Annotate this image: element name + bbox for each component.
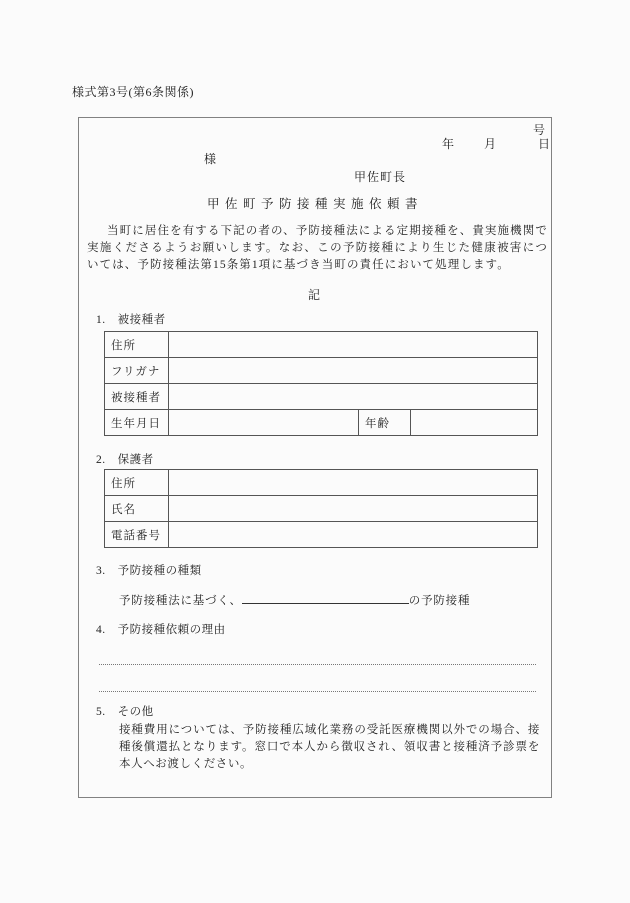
vaccine-type-suffix: の予防接種 — [408, 595, 471, 607]
section-1-heading: 1. 被接種者 — [96, 314, 166, 326]
vaccine-type-blank — [242, 591, 409, 604]
form-code-label: 様式第3号(第6条関係) — [72, 85, 194, 99]
addressee-suffix: 様 — [204, 152, 217, 166]
age-label: 年齢 — [359, 410, 411, 436]
guardian-table — [104, 469, 538, 548]
table-row — [105, 332, 538, 358]
table-row — [105, 410, 538, 436]
section-4-heading: 4. 予防接種依頼の理由 — [96, 624, 226, 636]
ki-label: 記 — [307, 288, 322, 302]
section-5-heading: 5. その他 — [96, 706, 154, 718]
table-row — [105, 358, 538, 384]
doc-number-suffix: 号 — [532, 123, 545, 137]
table-row — [105, 470, 538, 496]
sender-name: 甲佐町長 — [354, 170, 407, 184]
row-label: フリガナ — [105, 358, 169, 384]
table-row — [105, 496, 538, 522]
table-row — [105, 522, 538, 548]
date-day-label: 日 — [538, 137, 551, 151]
age-value-cell — [411, 410, 538, 436]
form-sheet — [78, 117, 552, 798]
date-month-label: 月 — [484, 137, 497, 151]
table-row — [105, 384, 538, 410]
row-label: 被接種者 — [105, 384, 169, 410]
intro-paragraph: 当町に居住を有する下記の者の、予防接種法による定期接種を、貴実施機関で実施くださるようお願いします。なお、この予防接種により生じた健康被害については、予防接種法第15条第1項に基づき当町の責任において処理します。 — [87, 225, 548, 271]
phone-value-cell — [169, 522, 538, 548]
row-label: 生年月日 — [105, 410, 169, 436]
recipient-table — [104, 331, 538, 436]
guardian-address-value-cell — [169, 470, 538, 496]
reason-writing-line-2 — [99, 691, 536, 692]
row-label: 住所 — [105, 470, 169, 496]
guardian-name-value-cell — [169, 496, 538, 522]
section-2-heading: 2. 保護者 — [96, 454, 154, 466]
row-label: 住所 — [105, 332, 169, 358]
section-5-body: 接種費用については、予防接種広域化業務の受託医療機関以外での場合、接種後償還払となります。窓口で本人から徴収され、領収書と接種済予診票を本人へお渡しください。 — [119, 724, 540, 770]
address-value-cell — [169, 332, 538, 358]
date-year-label: 年 — [442, 137, 455, 151]
furigana-value-cell — [169, 358, 538, 384]
recipient-name-value-cell — [169, 384, 538, 410]
birthdate-value-cell — [169, 410, 359, 436]
document-title: 甲佐町予防接種実施依頼書 — [206, 197, 423, 211]
row-label: 氏名 — [105, 496, 169, 522]
row-label: 電話番号 — [105, 522, 169, 548]
reason-writing-line-1 — [99, 664, 536, 665]
section-3-heading: 3. 予防接種の種類 — [96, 565, 202, 577]
vaccine-type-line — [119, 591, 470, 608]
vaccine-type-prefix: 予防接種法に基づく、 — [119, 595, 242, 607]
